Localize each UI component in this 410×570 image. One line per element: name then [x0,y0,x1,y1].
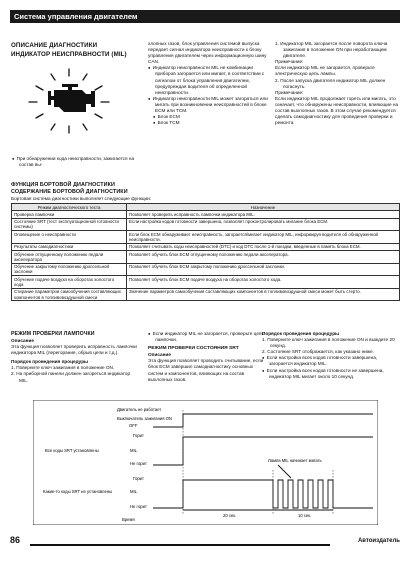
label-off-2: Не горит [130,504,147,509]
label-ignition-off: OFF [129,423,138,428]
label-mil-1: MIL [130,448,137,453]
table-cell: Если настройка кодов готовности завершена, позволяет проконтролировать мигание блока ECM. [127,218,400,231]
obd-content-title: СОДЕРЖАНИЕ БОРТОВОЙ ДИАГНОСТИКИ [11,189,128,195]
table-row [12,276,400,289]
label-20s: 20 сек. [223,513,237,518]
section-title: Система управления двигателем [14,12,138,21]
table-cell: Обучение подаче воздуха на оборотах холостого хода [12,276,127,289]
table-cell: Состояние SRT (тест эксплуатационной готовности системы) [12,218,127,231]
label-off-1: Не горит [130,461,147,466]
mil-title: ИНДИКАТОР НЕИСПРАВНОСТИ (MIL) [11,51,127,58]
label-ignition-on: Выключатель зажигания ON [117,416,172,421]
label-all-srt: Все коды SRT установлены [45,448,99,453]
srt-text: ● Если индикатор MIL не загорается, проверьте цепь лампочки. РЕЖИМ ПРОВЕРКИ СОСТОЯНИЯ SRT Описание Эта функция позволяет проводить считывание, если блок ECM завершил самодиагностику основных систем и компонентов, влияющих на состав выхлопных газов. [148,331,268,383]
label-not-all-srt: Какие-то коды SRT не установлены [43,489,113,494]
table-row [12,288,400,301]
publisher-brand: Автоиздатель [357,538,400,544]
label-on-1: Горит [133,433,144,438]
lamp-check-text: Описание Эта функция позволяет проверить исправность лампочки индикатора MIL (перегорание, обрыв цепи и т.д.). Порядок проведения процедуры 1. Поверните ключ зажигания в положение ON. 2. На приборной панели должен загореться индикатор MIL. [11,338,137,383]
table-cell: Обучение отпущенному положению педали акселератора [12,251,127,264]
obd-intro: Бортовая система диагностики выполняет следующие функции: [11,196,152,201]
label-mil-2: MIL [130,489,137,494]
table-cell: Обучение закрытому положению дроссельной заслонки [12,263,127,276]
lamp-check-title: РЕЖИМ ПРОВЕРКИ ЛАМПОЧКИ [11,331,95,337]
mil-caption: ● При обнаружении кода неисправности, зажигается на состав вы- [12,156,142,168]
page-footer [10,535,400,549]
mil-info-text: хлопных газов, блок управления системой выпуска передает сигнал индикатора неисправности к блоку управления двигателем через информационную шину CAN. ● Индикатор неисправности MIL не комбинации приборов загорается или мигает, в соответствии с сигналом от блока управления двигателем, предупреждая водителя об определенной неисправности. ● Индикатор неисправности MIL может загораться или мигать при возникновении неисправностей в блоке ECM или TCM. ● Блок ECM ● Блок TCM [148,41,270,126]
table-row [12,231,400,244]
table-row [12,243,400,250]
table-cell: Если блок ECM обнаруживает неисправность, загорается/мигает индикатор MIL, информируя водителя об обнаруженной неисправности. [127,231,400,244]
table-header-cell: Назначение [127,204,400,211]
table-cell: Оповещение о неисправности [12,231,127,244]
table-cell: Позволяет считывать коды неисправностей (DTC) и код DTC после 1-й поездки, введенные в память блока ECM. [127,243,400,250]
table-row [12,251,400,264]
table-cell: Результаты самодиагностики [12,243,127,250]
mil-check-text: 1. Индикатор MIL загорается после поворота ключа зажигания в положение ON при неработающем двигателе. Примечание: Если индикатор MIL не загорается, проверьте электрическую цепь лампы. 2. После запуска двигателя индикатор MIL должен погаснуть. Примечание: Если индикатор MIL продолжает гореть или мигать, это означает, что обнаружены неисправности, влияющие на состав выхлопных газов. В этом случае рекомендуется сделать самодиагностику для проведения проверки и ремонта. [275,41,399,126]
table-cell: Позволяет обучить блок ECM отпущенному положению педали акселератора. [127,251,400,264]
table-cell: Значение параметров самообучения составляющих компонентов в топливовоздушной смеси может быть стерто. [127,288,400,301]
table-cell: Позволяет обучить блок ECM подаче воздуха на оборотах холостого хода. [127,276,400,289]
table-row [12,263,400,276]
table-cell: Стирание параметров самообучения составляющих компонентов в топливовоздушной смеси [12,288,127,301]
srt-timing-diagram [33,400,378,525]
table-row [12,218,400,231]
label-on-2: Горит [133,476,144,481]
label-mil-blinks: Лампа MIL начинает мигать [268,458,322,463]
obd-function-title: ФУНКЦИЯ БОРТОВОЙ ДИАГНОСТИКИ [11,182,116,188]
label-engine-stopped: Двигатель не работает [117,407,162,412]
table-header-cell: Режим диагностического теста [12,204,127,211]
label-10s: 10 сек. [298,513,312,518]
engine-warning-icon [24,66,114,136]
label-time: Время [122,517,135,522]
srt-procedure-text: Порядок проведения процедуры 1. Поверните ключ зажигания в положение ON и выждите 20 секунд. 2. Состояние SRT отображается, как указано ниже. ● Если настройка всех кодов готовности завершена, загорается индикатор MIL. ● Если настройка всех кодов готовности не завершена, индикатор MIL мигает около 10 секунд. [262,331,402,380]
table-cell: Позволяет проверить исправность лампочки индикатора MIL. [127,211,400,218]
diag-description-title: ОПИСАНИЕ ДИАГНОСТИКИ [11,42,98,49]
section-header [10,10,400,23]
table-cell: Проверка лампочки [12,211,127,218]
page-number: 86 [10,535,21,545]
diagnostic-functions-table [11,203,400,301]
table-row [12,211,400,218]
table-cell: Позволяет обучить блок ECM закрытому положению дроссельной заслонки. [127,263,400,276]
table-header-row [12,204,400,211]
footer-rule [30,544,330,546]
